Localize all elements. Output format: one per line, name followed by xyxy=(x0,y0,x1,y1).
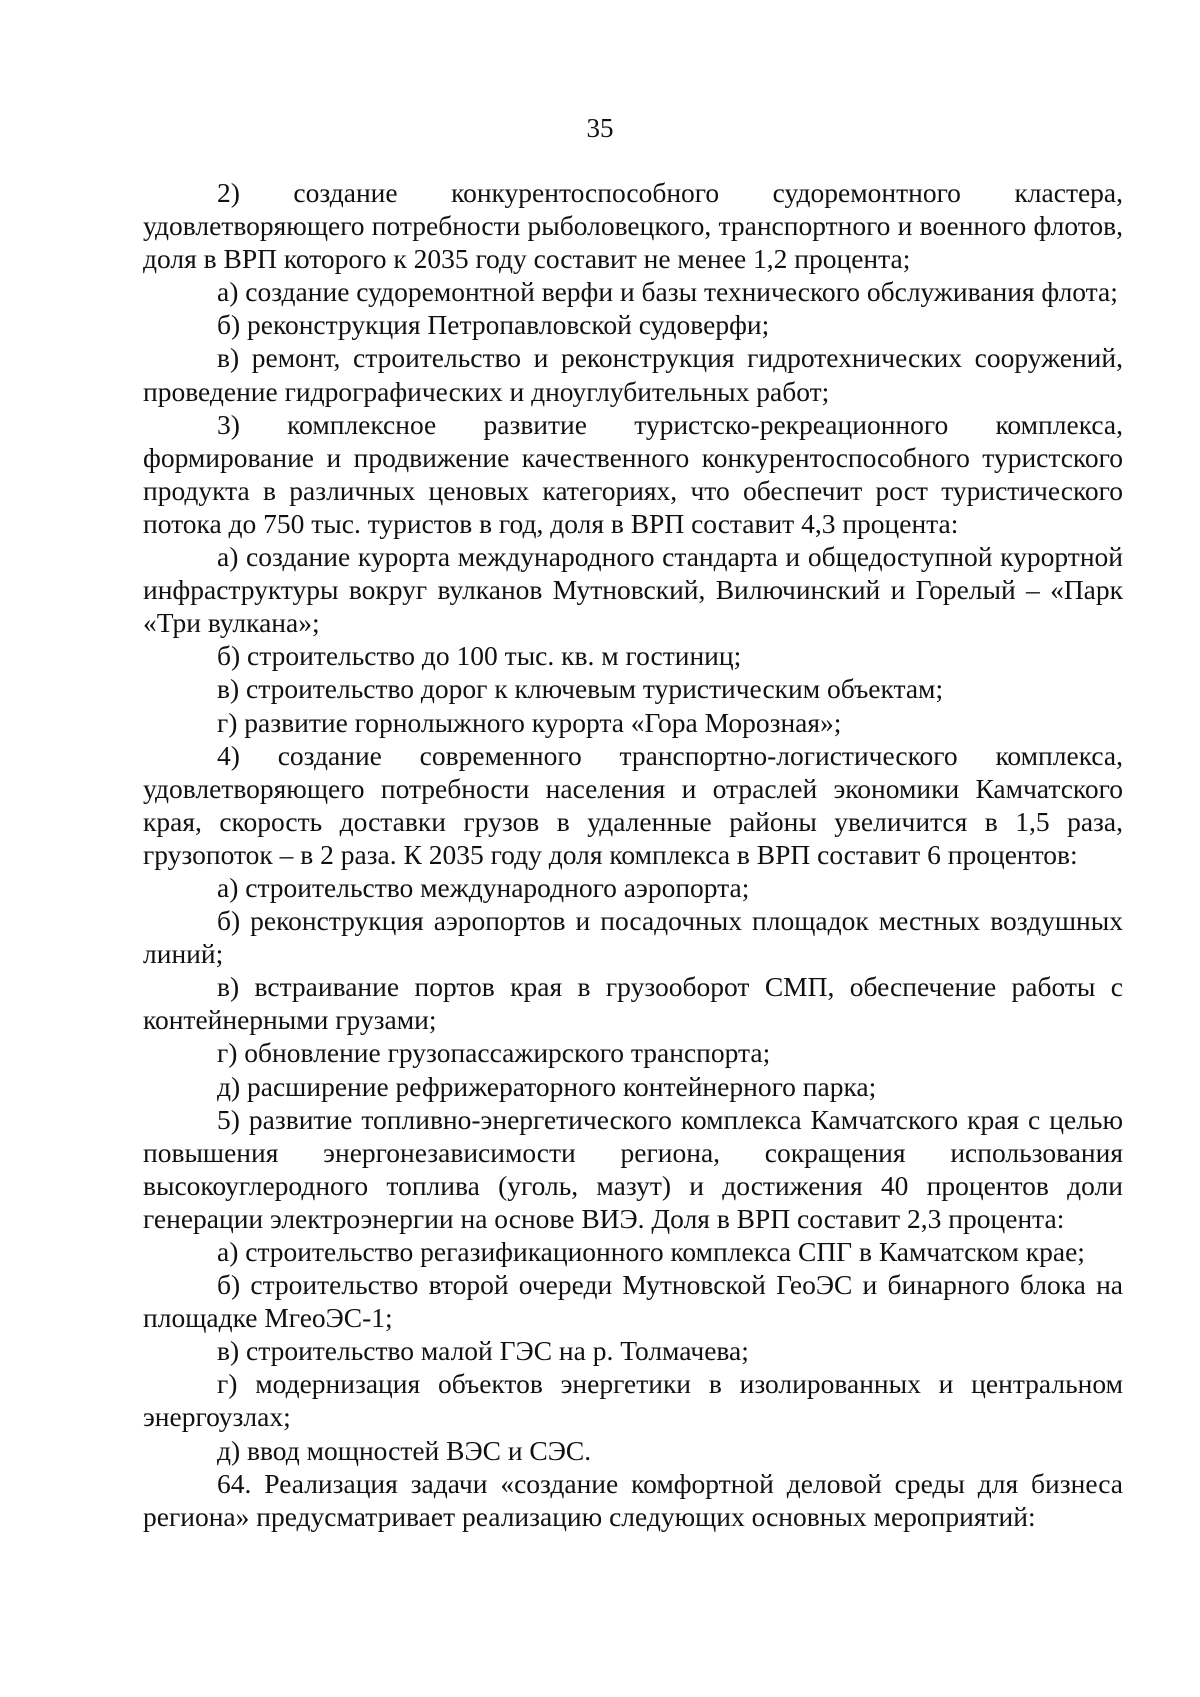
paragraph: б) реконструкция Петропавловской судоверфи; xyxy=(217,309,770,341)
paragraph: в) строительство дорог к ключевым туристическим объектам; xyxy=(217,673,944,705)
page-number: 35 xyxy=(586,113,614,143)
paragraph: г) модернизация объектов энергетики в изолированных и центральном энергоузлах; xyxy=(143,1368,1123,1433)
paragraph: в) встраивание портов края в грузооборот СМП, обеспечение работы с контейнерными грузами; xyxy=(143,971,1123,1036)
paragraph: в) строительство малой ГЭС на р. Толмачева; xyxy=(217,1335,749,1367)
paragraph: 2) создание конкурентоспособного судоремонтного кластера, удовлетворяющего потребности рыболовецкого, транспортного и военного флотов, доля в ВРП которого к 2035 году составит не менее 1,2 процента; xyxy=(143,177,1123,275)
document-body xyxy=(143,176,1123,1533)
paragraph: б) реконструкция аэропортов и посадочных площадок местных воздушных линий; xyxy=(143,905,1123,970)
paragraph: г) развитие горнолыжного курорта «Гора Морозная»; xyxy=(217,706,842,738)
paragraph: 5) развитие топливно-энергетического комплекса Камчатского края с целью повышения энергонезависимости региона, сокращения использования высокоуглеродного топлива (уголь, мазут) и достижения 40 процентов доли генерации электроэнергии на основе ВИЭ. Доля в ВРП составит 2,3 процента: xyxy=(143,1103,1123,1234)
paragraph: д) расширение рефрижераторного контейнерного парка; xyxy=(217,1070,877,1102)
paragraph: а) строительство регазификационного комплекса СПГ в Камчатском крае; xyxy=(217,1236,1085,1267)
paragraph: 64. Реализация задачи «создание комфортной деловой среды для бизнеса региона» предусматривает реализацию следующих основных мероприятий: xyxy=(143,1467,1123,1532)
paragraph: в) ремонт, строительство и реконструкция гидротехнических сооружений, проведение гидрографических и дноуглубительных работ; xyxy=(143,342,1123,407)
paragraph: а) создание курорта международного стандарта и общедоступной курортной инфраструктуры вокруг вулканов Мутновский, Вилючинский и Горелый – «Парк «Три вулкана»; xyxy=(143,541,1123,639)
paragraph: б) строительство второй очереди Мутновской ГеоЭС и бинарного блока на площадке МгеоЭС-1; xyxy=(143,1269,1123,1334)
paragraph: а) строительство международного аэропорта; xyxy=(217,871,750,903)
paragraph: а) создание судоремонтной верфи и базы технического обслуживания флота; xyxy=(217,276,1118,308)
paragraph: б) строительство до 100 тыс. кв. м гостиниц; xyxy=(217,640,742,672)
paragraph: 4) создание современного транспортно-логистического комплекса, удовлетворяющего потребности населения и отраслей экономики Камчатского края, скорость доставки грузов в удаленные районы увеличится в 1,5 раза, грузопоток – в 2 раза. К 2035 году доля комплекса в ВРП составит 6 процентов: xyxy=(143,739,1123,870)
paragraph: 3) комплексное развитие туристско-рекреационного комплекса, формирование и продвижение качественного конкурентоспособного туристского продукта в различных ценовых категориях, что обеспечит рост туристического потока до 750 тыс. туристов в год, доля в ВРП составит 4,3 процента: xyxy=(143,408,1123,539)
paragraph: д) ввод мощностей ВЭС и СЭС. xyxy=(217,1434,592,1466)
paragraph: г) обновление грузопассажирского транспорта; xyxy=(217,1037,771,1069)
